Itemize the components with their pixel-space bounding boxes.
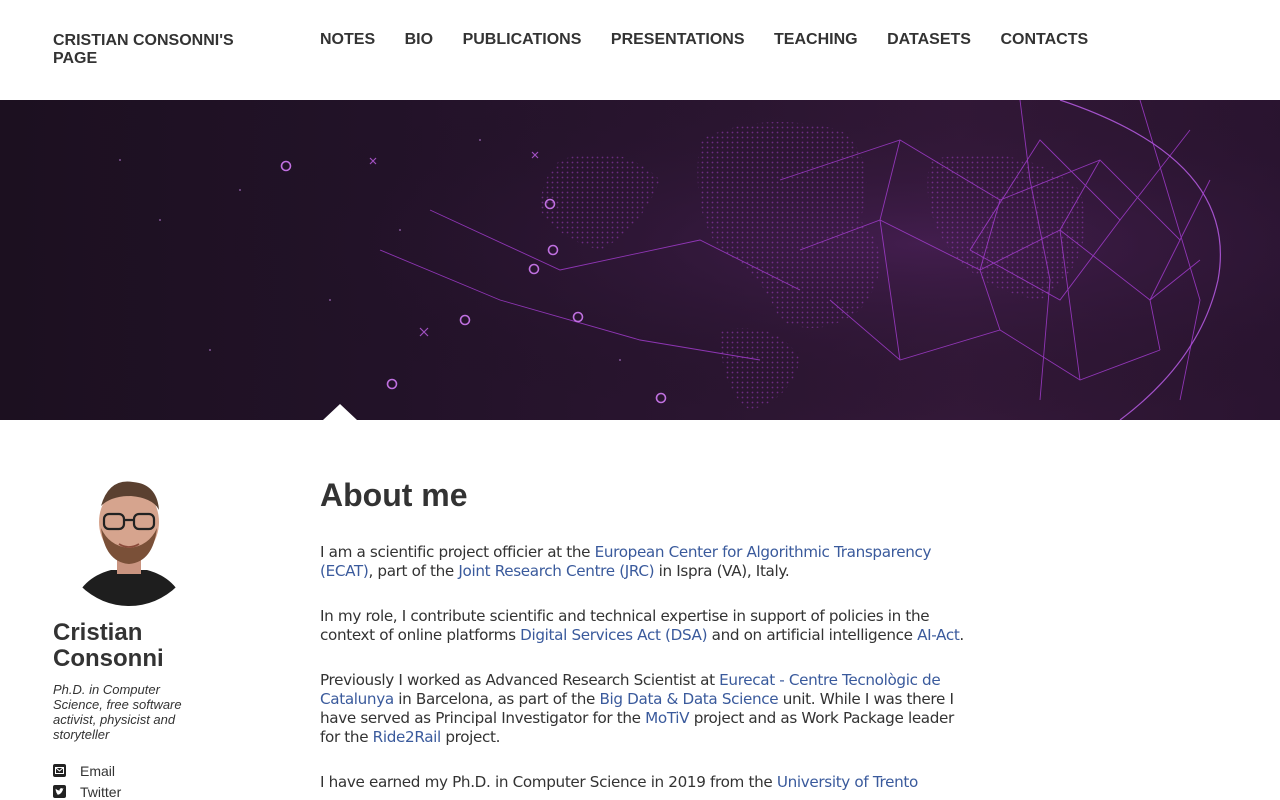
main-content [320, 476, 965, 800]
author-name: Cristian Consonni [53, 619, 164, 672]
paragraph-text: unit. While I was there I have served as Principal Investigator for the [320, 690, 954, 727]
nav-item-notes[interactable]: NOTES [320, 31, 376, 48]
social-links [53, 760, 121, 800]
about-paragraph-4 [320, 773, 965, 792]
about-paragraph-3 [320, 671, 965, 747]
paragraph-text: I have earned my Ph.D. in Computer Science in 2019 from the [320, 773, 777, 791]
link-motiv[interactable]: MoTiV [645, 709, 690, 727]
email-link[interactable] [53, 760, 121, 781]
link-unitn[interactable]: University of Trento [776, 773, 918, 791]
nav-item-datasets[interactable]: DATASETS [887, 31, 971, 48]
nav-item-presentations[interactable]: PRESENTATIONS [610, 31, 745, 48]
email-icon [53, 764, 66, 777]
paragraph-text: . [959, 626, 964, 644]
nav-item-publications[interactable]: PUBLICATIONS [462, 31, 582, 48]
paragraph-text: , part of the [368, 562, 459, 580]
hero-globe-illustration [0, 100, 1280, 420]
hero-notch [323, 404, 357, 420]
paragraph-text: project and as Work Package leader for the [320, 709, 954, 746]
paragraph-text: project. [440, 728, 501, 746]
paragraph-text: and on artificial intelligence [707, 626, 918, 644]
link-jrc[interactable]: Joint Research Centre (JRC) [458, 562, 655, 580]
paragraph-text: Previously I worked as Advanced Research Scientist at [320, 671, 720, 689]
about-paragraph-2 [320, 607, 965, 645]
site-title-link[interactable]: CRISTIAN CONSONNI'S PAGE [53, 32, 234, 67]
link-big-data[interactable]: Big Data & Data Science [599, 690, 779, 708]
link-ride2rail[interactable]: Ride2Rail [372, 728, 441, 746]
paragraph-text: in Ispra (VA), Italy. [654, 562, 790, 580]
paragraph-text: in Barcelona, as part of the [393, 690, 600, 708]
twitter-label: Twitter [80, 783, 122, 800]
nav-item-bio[interactable]: BIO [404, 31, 434, 48]
avatar [61, 470, 197, 606]
link-ecat[interactable]: European Center for Algorithmic Transparency (ECAT) [320, 543, 932, 580]
author-bio: Ph.D. in Computer Science, free software activist, physicist and storyteller [53, 682, 182, 742]
paragraph-text: In my role, I contribute scientific and technical expertise in support of policies in the context of online platforms [320, 607, 930, 644]
email-label: Email [80, 762, 116, 779]
site-header [0, 0, 1280, 100]
nav-item-contacts[interactable]: CONTACTS [1000, 31, 1089, 48]
link-ai-act[interactable]: AI-Act [917, 626, 960, 644]
twitter-link[interactable] [53, 781, 121, 800]
twitter-icon [53, 785, 66, 798]
link-dsa[interactable]: Digital Services Act (DSA) [520, 626, 708, 644]
nav-item-teaching[interactable]: TEACHING [774, 31, 858, 48]
main-nav [320, 31, 1118, 49]
link-eurecat[interactable]: Eurecat - Centre Tecnològic de Catalunya [320, 671, 941, 708]
hero-banner [0, 100, 1280, 420]
about-paragraph-1 [320, 543, 965, 581]
page-title: About me [320, 477, 468, 513]
paragraph-text: I am a scientific project officier at the [320, 543, 595, 561]
